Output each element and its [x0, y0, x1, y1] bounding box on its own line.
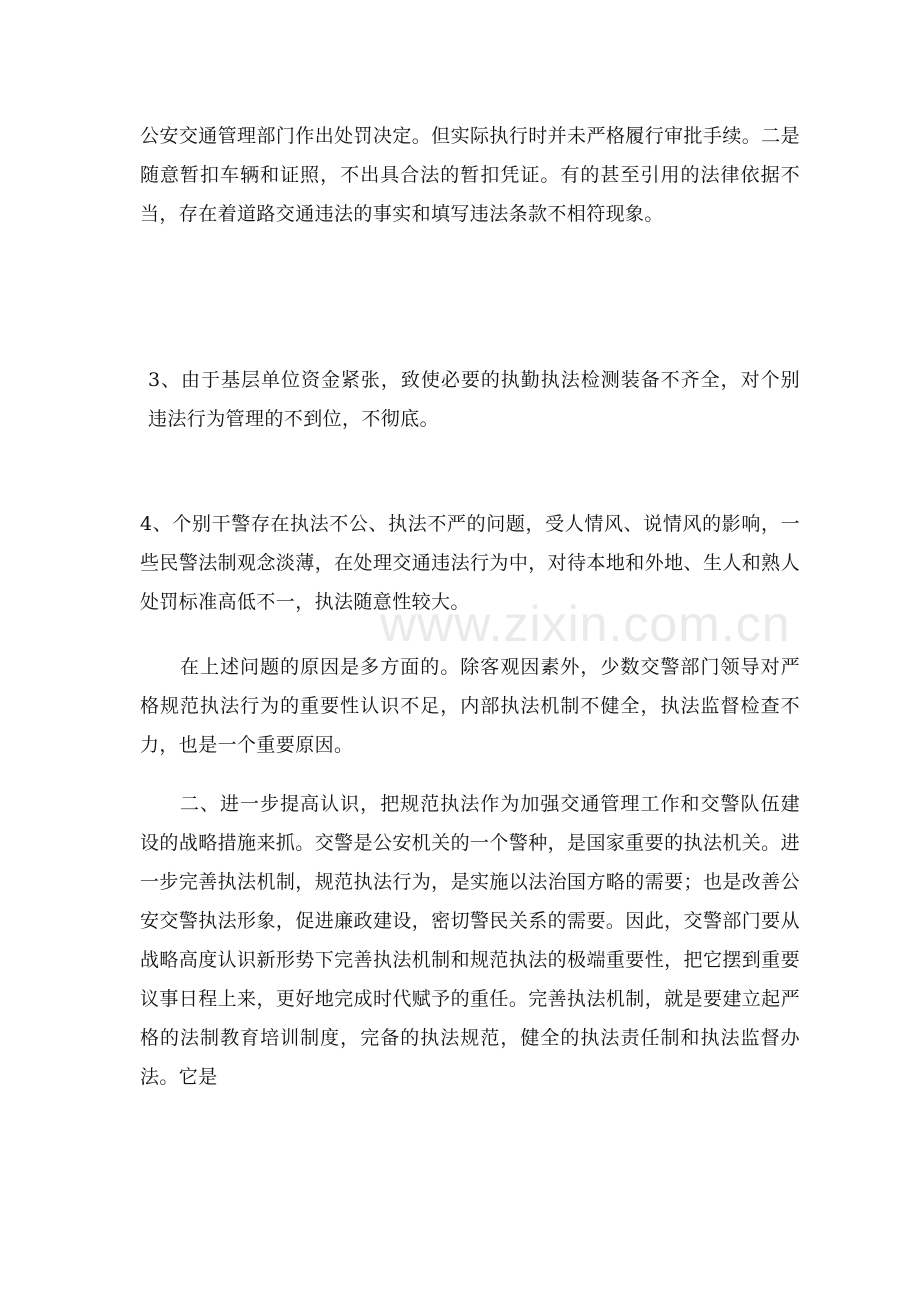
paragraph-section-2: 二、进一步提高认识，把规范执法作为加强交通管理工作和交警队伍建设的战略措施来抓。交警是公安机关的一个警种，是国家重要的执法机关。进一步完善执法机制，规范执法行为，是实施以法治国方略的需要；也是改善公安交警执法形象，促进廉政建设，密切警民关系的需要。因此，交警部门要从战略高度认识新形势下完善执法机制和规范执法的极端重要性，把它摆到重要议事日程上来，更好地完成时代赋予的重任。完善执法机制，就是要建立起严格的法制教育培训制度，完备的执法规范，健全的执法责任制和执法监督办法。它是 — [140, 793, 800, 1088]
paragraph-causes: 在上述问题的原因是多方面的。除客观因素外，少数交警部门领导对严格规范执法行为的重要性认识不足，内部执法机制不健全，执法监督检查不力，也是一个重要原因。 — [140, 656, 800, 756]
watermark: www.zixin.com.cn — [380, 596, 791, 652]
paragraph-item-3: 3、由于基层单位资金紧张，致使必要的执勤执法检测装备不齐全，对个别违法行为管理的不到位，不彻底。 — [148, 369, 800, 430]
paragraph-item-4: 4、个别干警存在执法不公、执法不严的问题，受人情风、说情风的影响，一些民警法制观念淡薄，在处理交通违法行为中，对待本地和外地、生人和熟人处罚标准高低不一，执法随意性较大。 — [140, 513, 800, 613]
paragraph-penalty-procedures: 公安交通管理部门作出处罚决定。但实际执行时并未严格履行审批手续。二是随意暂扣车辆和证照，不出具合法的暂扣凭证。有的甚至引用的法律依据不当，存在着道路交通违法的事实和填写违法条款不相符现象。 — [140, 125, 800, 225]
